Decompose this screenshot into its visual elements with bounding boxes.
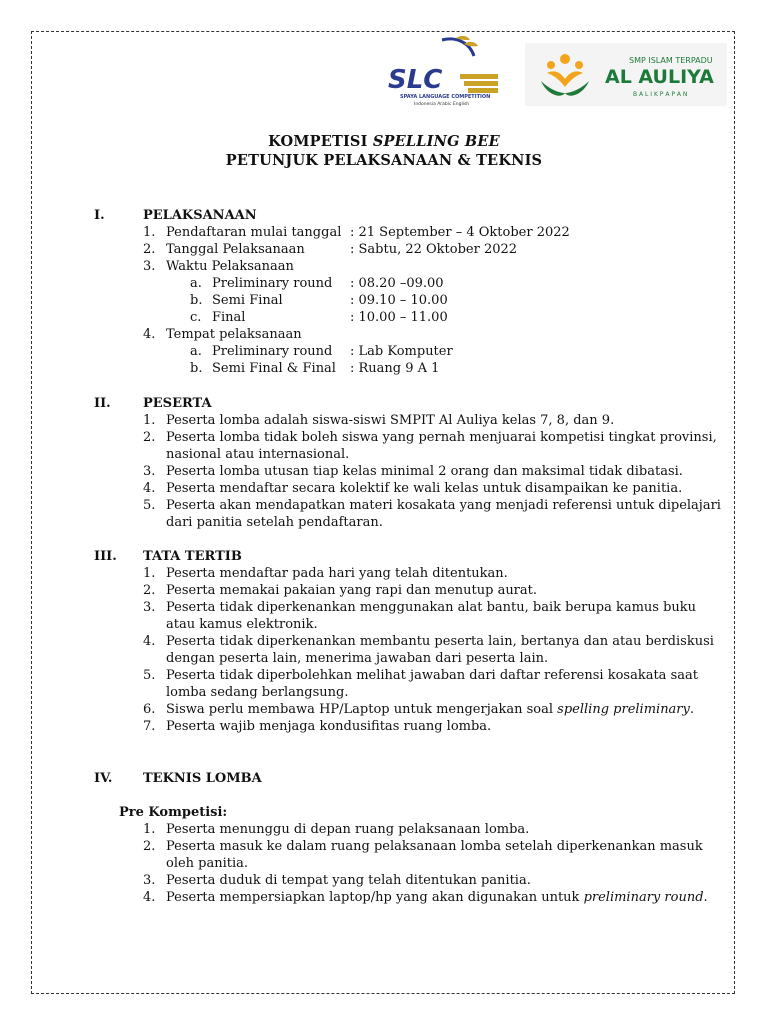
sublist-letter: c.: [190, 310, 202, 325]
list-number: 3.: [143, 464, 156, 479]
sublist-letter: b.: [190, 361, 203, 376]
list-item: Peserta lomba tidak boleh siswa yang pernah menjuarai kompetisi tingkat provinsi,: [166, 430, 717, 445]
section-heading: PELAKSANAAN: [143, 208, 257, 223]
al-auliya-city: B A L I K P A P A N: [633, 91, 688, 98]
section-number: IV.: [94, 771, 113, 786]
list-number: 7.: [143, 719, 156, 734]
sub-heading: Pre Kompetisi:: [119, 805, 228, 820]
list-label: Tempat pelaksanaan: [166, 327, 302, 342]
header-logos: [0, 34, 768, 109]
list-number: 4.: [143, 481, 156, 496]
list-item-continuation: dengan peserta lain, menerima jawaban dari peserta lain.: [166, 651, 549, 666]
list-label: Waktu Pelaksanaan: [166, 259, 294, 274]
list-item-suffix: .: [689, 702, 695, 717]
page-title: [0, 133, 768, 150]
slc-logo: [384, 34, 502, 108]
list-number: 4.: [143, 890, 156, 905]
list-item: Peserta memakai pakaian yang rapi dan menutup aurat.: [166, 583, 538, 598]
list-item-text: Siswa perlu membawa HP/Laptop untuk mengerjakan soal: [166, 702, 558, 717]
slc-tagline: SPAYA LANGUAGE COMPETITION: [400, 94, 491, 100]
list-item: Peserta tidak diperkenankan menggunakan alat bantu, baik berupa kamus buku: [166, 600, 697, 615]
list-number: 1.: [143, 822, 156, 837]
section-heading: TEKNIS LOMBA: [143, 771, 262, 786]
list-item-continuation: oleh panitia.: [166, 856, 249, 871]
list-item: [166, 889, 708, 906]
list-item: Peserta tidak diperkenankan membantu peserta lain, bertanya dan atau berdiskusi: [166, 634, 714, 649]
section-number: I.: [94, 208, 105, 223]
list-number: 1.: [143, 566, 156, 581]
sublist-label: Preliminary round: [212, 344, 333, 359]
list-number: 1.: [143, 225, 156, 240]
list-label: Tanggal Pelaksanaan: [166, 242, 305, 257]
list-number: 4.: [143, 327, 156, 342]
list-item: [166, 701, 694, 718]
al-auliya-emblem-icon: [525, 43, 727, 106]
list-item: Peserta lomba adalah siswa-siswi SMPIT Al Auliya kelas 7, 8, dan 9.: [166, 413, 615, 428]
list-number: 1.: [143, 413, 156, 428]
list-number: 5.: [143, 668, 156, 683]
list-item: Peserta mendaftar pada hari yang telah ditentukan.: [166, 566, 508, 581]
list-number: 3.: [143, 259, 156, 274]
list-item-continuation: lomba sedang berlangsung.: [166, 685, 349, 700]
sublist-letter: b.: [190, 293, 203, 308]
sublist-value: : 08.20 –09.00: [350, 276, 444, 291]
sublist-label: Semi Final: [212, 293, 283, 308]
list-item: Peserta tidak diperbolehkan melihat jawaban dari daftar referensi kosakata saat: [166, 668, 698, 683]
list-number: 4.: [143, 634, 156, 649]
al-auliya-top-text: SMP ISLAM TERPADU: [629, 56, 713, 65]
list-number: 5.: [143, 498, 156, 513]
sublist-label: Semi Final & Final: [212, 361, 336, 376]
sublist-letter: a.: [190, 344, 202, 359]
list-item: Peserta menunggu di depan ruang pelaksanaan lomba.: [166, 822, 530, 837]
list-item: Peserta wajib menjaga kondusifitas ruang lomba.: [166, 719, 492, 734]
title-italic: SPELLING BEE: [372, 133, 500, 150]
list-item: Peserta duduk di tempat yang telah ditentukan panitia.: [166, 873, 531, 888]
list-value: : Sabtu, 22 Oktober 2022: [350, 242, 518, 257]
page-subtitle: PETUNJUK PELAKSANAAN & TEKNIS: [225, 152, 543, 169]
list-number: 3.: [143, 600, 156, 615]
list-item: Peserta akan mendapatkan materi kosakata yang menjadi referensi untuk dipelajari: [166, 498, 721, 513]
list-item-text: Peserta mempersiapkan laptop/hp yang akan digunakan untuk: [166, 890, 584, 905]
list-item-italic: preliminary round: [583, 890, 704, 905]
sublist-value: : 09.10 – 10.00: [350, 293, 448, 308]
section-number: III.: [94, 549, 117, 564]
sublist-label: Final: [212, 310, 246, 325]
list-item-continuation: atau kamus elektronik.: [166, 617, 318, 632]
list-item-italic: spelling preliminary: [557, 702, 690, 717]
list-item-continuation: dari panitia setelah pendaftaran.: [166, 515, 383, 530]
sublist-value: : Lab Komputer: [350, 344, 453, 359]
list-item: Peserta lomba utusan tiap kelas minimal 2 orang dan maksimal tidak dibatasi.: [166, 464, 683, 479]
list-item: Peserta mendaftar secara kolektif ke wali kelas untuk disampaikan ke panitia.: [166, 481, 683, 496]
list-item-continuation: nasional atau internasional.: [166, 447, 350, 462]
list-value: : 21 September – 4 Oktober 2022: [350, 225, 570, 240]
list-number: 2.: [143, 430, 156, 445]
list-number: 6.: [143, 702, 156, 717]
list-number: 2.: [143, 839, 156, 854]
list-number: 2.: [143, 242, 156, 257]
list-number: 2.: [143, 583, 156, 598]
title-prefix: KOMPETISI: [268, 133, 373, 150]
al-auliya-logo: [525, 43, 727, 106]
al-auliya-name: AL AULIYA: [605, 66, 714, 88]
slc-languages: Indonesia Arabic English: [414, 102, 470, 107]
section-number: II.: [94, 396, 111, 411]
sublist-label: Preliminary round: [212, 276, 333, 291]
list-number: 3.: [143, 873, 156, 888]
sublist-value: : 10.00 – 11.00: [350, 310, 448, 325]
section-heading: PESERTA: [143, 396, 212, 411]
section-heading: TATA TERTIB: [143, 549, 242, 564]
list-label: Pendaftaran mulai tanggal: [166, 225, 342, 240]
list-item-suffix: .: [703, 890, 708, 905]
slc-letters: SLC: [388, 65, 443, 95]
sublist-value: : Ruang 9 A 1: [350, 361, 440, 376]
sublist-letter: a.: [190, 276, 202, 291]
list-item: Peserta masuk ke dalam ruang pelaksanaan lomba setelah diperkenankan masuk: [166, 839, 703, 854]
